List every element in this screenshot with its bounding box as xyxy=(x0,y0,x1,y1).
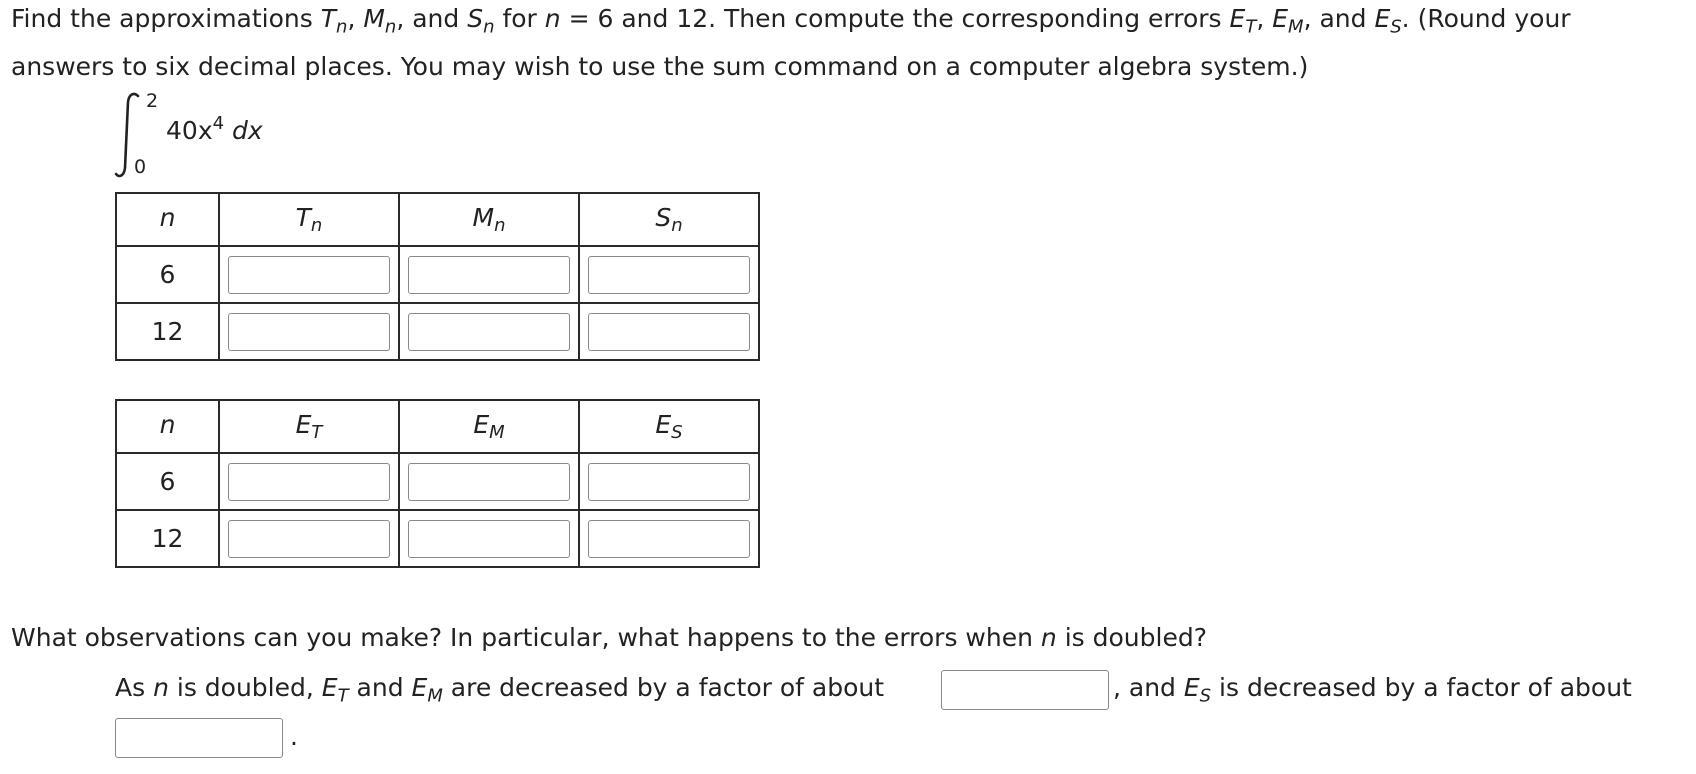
header-Mn xyxy=(399,193,579,246)
ET6-input[interactable] xyxy=(228,463,390,501)
var-M: M xyxy=(363,4,385,33)
cell-M6 xyxy=(399,246,579,303)
question-tail: is doubled? xyxy=(1056,623,1207,652)
var-E-T: E xyxy=(1229,4,1246,33)
M12-input[interactable] xyxy=(408,313,570,351)
table-row xyxy=(116,510,759,567)
ES12-input[interactable] xyxy=(588,520,750,558)
var-S: S xyxy=(467,4,484,33)
cell-T6 xyxy=(219,246,399,303)
ES6-input[interactable] xyxy=(588,463,750,501)
sub-n: n xyxy=(483,16,495,38)
cell-ES6 xyxy=(579,453,759,510)
exponent: 4 xyxy=(212,113,225,135)
header-EM-label: E xyxy=(473,410,490,439)
instructions-tail: . (Round your xyxy=(1401,4,1571,33)
differential: dx xyxy=(232,116,263,145)
table-row xyxy=(116,303,759,360)
sub-T: T xyxy=(1245,16,1257,38)
T6-input[interactable] xyxy=(228,256,390,294)
integrand xyxy=(166,113,263,145)
table-row xyxy=(116,453,759,510)
separator: , and xyxy=(396,4,468,33)
answer-period: . xyxy=(290,722,298,751)
sub-n: n xyxy=(384,16,397,38)
EM12-input[interactable] xyxy=(408,520,570,558)
var-E-M: E xyxy=(1272,4,1289,33)
word-and: and xyxy=(348,673,412,702)
row-n-value: 12 xyxy=(116,510,219,567)
var-E-S: E xyxy=(1374,4,1391,33)
cell-S6 xyxy=(579,246,759,303)
header-M-sub: n xyxy=(494,215,506,237)
header-Tn xyxy=(219,193,399,246)
sub-n: n xyxy=(336,16,348,38)
instructions-line-2: answers to six decimal places. You may wish to use the sum command on a computer algebra system.) xyxy=(11,52,1309,81)
coefficient: 40 xyxy=(166,116,198,145)
var-T: T xyxy=(320,4,337,33)
header-n-label: n xyxy=(159,410,176,439)
integral-expression xyxy=(112,90,372,182)
header-n-label: n xyxy=(159,203,176,232)
separator: , xyxy=(1256,4,1273,33)
cell-M12 xyxy=(399,303,579,360)
row-n-value: 12 xyxy=(116,303,219,360)
header-ET-label: E xyxy=(295,410,312,439)
cell-EM6 xyxy=(399,453,579,510)
ET12-input[interactable] xyxy=(228,520,390,558)
cell-ET12 xyxy=(219,510,399,567)
header-ES-sub: S xyxy=(671,422,683,444)
sub-M: M xyxy=(427,685,443,707)
answer-mid: is doubled, xyxy=(168,673,322,702)
variable-x: x xyxy=(197,116,213,145)
answer-tail-2: is decreased by a factor of about xyxy=(1211,673,1632,702)
S6-input[interactable] xyxy=(588,256,750,294)
word-for: for xyxy=(494,4,545,33)
header-ES xyxy=(579,400,759,453)
M6-input[interactable] xyxy=(408,256,570,294)
table-row xyxy=(116,246,759,303)
separator: , xyxy=(347,4,364,33)
sub-T: T xyxy=(337,685,349,707)
cell-ES12 xyxy=(579,510,759,567)
sub-M: M xyxy=(1288,16,1304,38)
table-header-row xyxy=(116,400,759,453)
var-n: n xyxy=(153,673,169,702)
header-ET xyxy=(219,400,399,453)
factor-S-input[interactable] xyxy=(115,718,283,758)
EM6-input[interactable] xyxy=(408,463,570,501)
instructions-line-1 xyxy=(11,4,1571,38)
header-n xyxy=(116,193,219,246)
sub-S: S xyxy=(1390,16,1402,38)
factor-TM-input[interactable] xyxy=(941,670,1109,710)
answer-tail-1: are decreased by a factor of about xyxy=(442,673,885,702)
header-S-label: S xyxy=(655,203,672,232)
var-n: n xyxy=(544,4,561,33)
sub-S: S xyxy=(1199,685,1212,707)
row-n-value: 6 xyxy=(116,246,219,303)
answer-lead: As xyxy=(115,673,154,702)
instructions-lead: Find the approximations xyxy=(11,4,321,33)
header-EM xyxy=(399,400,579,453)
cell-S12 xyxy=(579,303,759,360)
table-header-row xyxy=(116,193,759,246)
answer-sentence-part-2 xyxy=(1113,673,1632,707)
header-EM-sub: M xyxy=(489,422,505,444)
S12-input[interactable] xyxy=(588,313,750,351)
cell-T12 xyxy=(219,303,399,360)
var-E-M: E xyxy=(411,673,428,702)
question-lead: What observations can you make? In particular, what happens to the errors when xyxy=(11,623,1041,652)
answer-lead-2: , and xyxy=(1113,673,1184,702)
row-n-value: 6 xyxy=(116,453,219,510)
instructions-middle: = 6 and 12. Then compute the corresponding errors xyxy=(560,4,1230,33)
separator: , and xyxy=(1303,4,1375,33)
var-E-T: E xyxy=(321,673,338,702)
header-M-label: M xyxy=(472,203,495,232)
var-E-S: E xyxy=(1183,673,1200,702)
errors-table xyxy=(115,399,760,568)
header-S-sub: n xyxy=(671,215,683,237)
var-n: n xyxy=(1040,623,1057,652)
header-T-sub: n xyxy=(310,215,323,237)
answer-sentence xyxy=(115,673,885,707)
cell-ET6 xyxy=(219,453,399,510)
cell-EM12 xyxy=(399,510,579,567)
upper-limit: 2 xyxy=(146,90,159,112)
header-n xyxy=(116,400,219,453)
header-ES-label: E xyxy=(655,410,672,439)
header-T-label: T xyxy=(295,203,311,232)
header-Sn xyxy=(579,193,759,246)
observation-question xyxy=(11,623,1207,652)
header-ET-sub: T xyxy=(311,422,323,444)
lower-limit: 0 xyxy=(134,156,147,178)
T12-input[interactable] xyxy=(228,313,390,351)
approximations-table xyxy=(115,192,760,361)
